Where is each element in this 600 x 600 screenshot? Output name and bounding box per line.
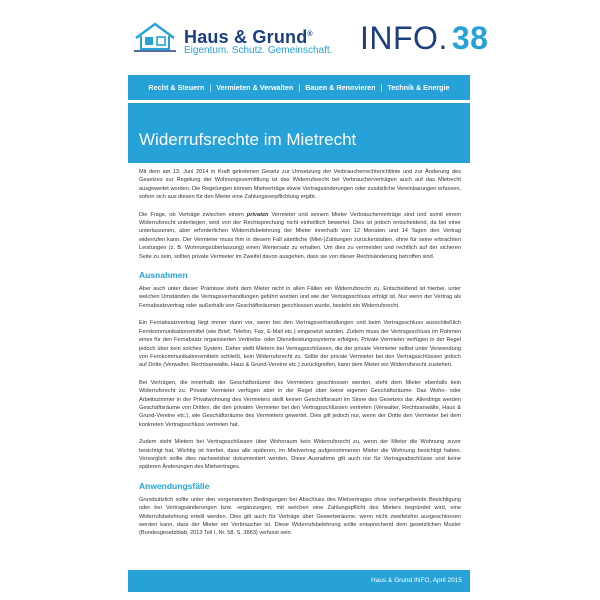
- category-bauen-renovieren: Bauen & Renovieren: [305, 83, 376, 92]
- paragraph-fernabsatz: Ein Fernabsatzvertrag liegt immer dann vor, wenn bei den Vertragsverhandlungen und beim Vertragsschluss ausschließlich Fernkommunikationsmittel (wie Brief, Telefon, Fax, E-Mail etc.) eingesetzt wurden. Zudem muss der Vertragsschluss im Rahmen eines für den Fernabsatz organisierten Vertriebs- oder Dienstleistungssystems erfolgen. Private Vermieter verfügen in der Regel jedoch über kein solches System. Daher stellt Mietern bei Vertragsschlüssen, die der private Vermieter selbst unter Verwendung von Fernkommunikationsmitteln schließt, kein Widerrufsrecht zu. Sollte der private Vermieter bei den Vertragsschlüssen jedoch auf Dritte (Verwalter, Rechtsanwälte, Haus & Grund-Vereine etc.) zurückgreifen, kann dem Mieter ein Widerrufsrecht zustehen.: [139, 320, 461, 369]
- heading-ausnahmen: Ausnahmen: [139, 270, 188, 281]
- article-body: [139, 168, 461, 547]
- brand-name: Haus & Grund®: [184, 27, 313, 47]
- category-separator: |: [298, 83, 301, 92]
- category-technik-energie: Technik & Energie: [387, 83, 450, 92]
- footer-text: Haus & Grund INFO, April 2015: [370, 577, 462, 584]
- category-recht-steuern: Recht & Steuern: [148, 83, 205, 92]
- paragraph-intro: Mit dem am 13. Juni 2014 in Kraft getretenen Gesetz zur Umsetzung der Verbraucherrechterichtlinie und zur Änderung des Gesetzes zur Regelung der Wohnungsvermittlung ist das Widerrufsrecht bei Verbraucherverträgen auch auf das Mietrecht ausgeweitet worden. Die Regelungen können Mietverträge sowie Vertragsänderungen oder zusätzliche Vereinbarungen erfassen, sofern sich aus diesen für den Mieter eine Zahlungsverpflichtung ergibt.: [139, 169, 461, 201]
- paragraph-ausnahmen: Aber auch unter dieser Prämisse steht dem Mieter nicht in allen Fällen ein Widerrufsrecht zu. Entscheidend ist hierbei, unter welchen Umständen die Vertragsverhandlungen geführt wurden und wie der Vertragsschluss erfolgt ist. Nur wenn der Vertrag als Fernabsatzvertrag oder außerhalb von Geschäftsräumen geschlossen wurde, besteht ein Widerrufsrecht.: [139, 286, 461, 309]
- paragraph-anwendungsfaelle: Grundsätzlich sollte unter den vorgenannten Bedingungen bei Abschluss des Mietvertrages ohne vorhergehende Besichtigung oder bei Vertragsänderungen bzw. -ergänzungen, mit welchen eine Zahlungspflicht des Mieters begründet wird, eine Widerrufsbelehrung erteilt werden. Dies gilt auch für Verträge über Gewerberäume, wenn nicht zweifelsfrei ausgeschlossen werden kann, dass der Mieter ein Verbraucher ist. Diese Widerrufsbelehrung sollte entsprechend dem gesetzlichen Muster (Bundesgesetzblatt, 2013 Teil I, Nr. 58, S. 3663) verfasst sein.: [139, 496, 461, 537]
- page-title: Widerrufsrechte im Mietrecht: [139, 130, 357, 149]
- paragraph-private-vermieter: Die Frage, ob Verträge zwischen einem privaten Vermieter und seinem Mieter Verbraucherverträge sind und somit einem Widerrufsrecht unterliegen, wird von der Rechtsprechung nicht einheitlich bewertet. Dies ist jedoch entscheidend, da bei einer unterlassenen, aber erforderlichen Widerrufsbelehrung der Mieter innerhalb von 12 Monaten und 14 Tagen den Vertrag widerrufen kann. Der Vermieter muss ihm in diesem Fall sämtliche (Miet-)Zahlungen zurückerstatten, ohne für seine erbrachten Leistungen (z. B. Wohnungsüberlassung) einen Wertersatz zu erhalten. Um dies zu vermeiden und rechtlich auf der sicheren Seite zu sein, sollten private Vermieter im Zweifel davon ausgehen, dass sie von dieser Rechtsänderung betroffen sind.: [139, 211, 461, 260]
- category-separator: |: [380, 83, 383, 92]
- house-logo-icon: [134, 22, 176, 52]
- footer-bar: [128, 570, 470, 592]
- category-separator: |: [209, 83, 212, 92]
- paragraph-besichtigung: Zudem steht Mietern bei Vertragsschlüssen über Wohnraum kein Widerrufsrecht zu, wenn der Mieter die Wohnung zuvor besichtigt hat. Wichtig ist hierbei, dass alle späteren, im Mietvertrag aufgenommenen Mieter die Wohnung besichtigt haben. Vorsorglich sollte dies nachweisbar dokumentiert werden. Diese Ausnahme gilt auch nur für Vertragsabschlüsse und keine späteren Änderungen des Mietvertrages.: [139, 439, 461, 471]
- paragraph-geschaeftsraeume: Bei Verträgen, die innerhalb der Geschäftsräume des Vermieters geschlossen werden, steht dem Mieter ebenfalls kein Widerrufsrecht zu. Private Vermieter verfügen aber in der Regel über keine eigenen Geschäftsräume. Das Wohn- oder Arbeitszimmer in der Privatwohnung des Vermieters stellt keinen Geschäftsraum im Sinne des Gesetzes dar. Allerdings werden Geschäftsräume von Dritten, die den privaten Vermieter bei den Vertragsschlüssen vertreten (Verwalter, Rechtsanwälte, Haus & Grund-Vereine etc.), wie Geschäftsräume des Vermieters gewertet. Dies gilt jedoch nur, wenn der Dritte den Vermieter bei dem konkreten Vertragsschluss vertreten hat.: [139, 379, 461, 428]
- title-band: [128, 103, 470, 163]
- info-heading: INFO. 38: [360, 20, 489, 56]
- category-bar: [128, 75, 470, 100]
- emphasis-privaten: privaten: [246, 211, 269, 218]
- heading-anwendungsfaelle: Anwendungsfälle: [139, 480, 210, 491]
- brand-tagline: Eigentum. Schutz. Gemeinschaft.: [184, 45, 333, 56]
- category-vermieten-verwalten: Vermieten & Verwalten: [216, 83, 294, 92]
